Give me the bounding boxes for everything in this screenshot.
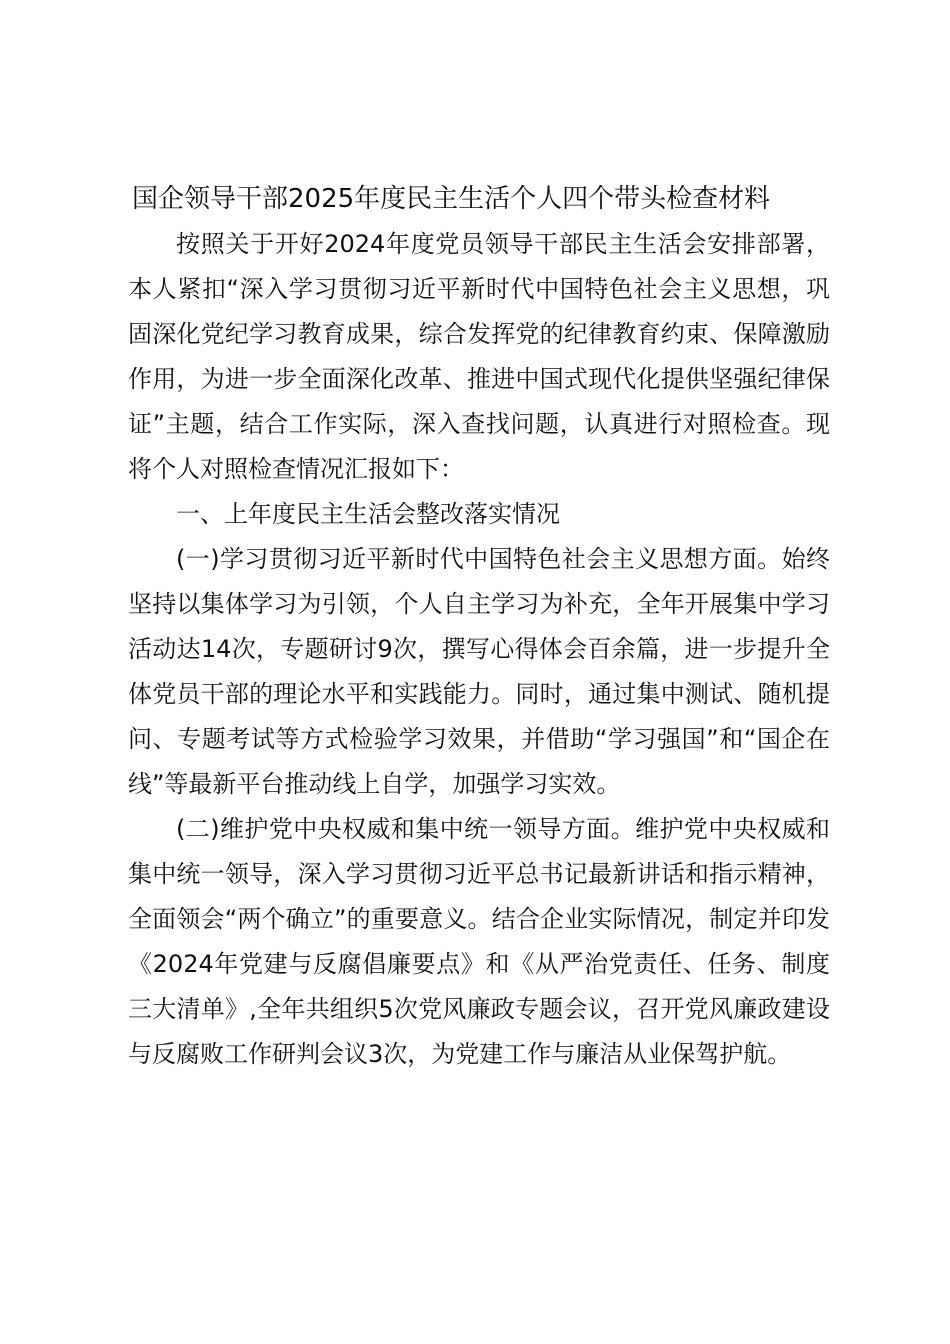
- paragraph-study: (一)学习贯彻习近平新时代中国特色社会主义思想方面。始终坚持以集体学习为引领，个人自主学习为补充，全年开展集中学习活动达14次，专题研讨9次，撰写心得体会百余篇，进一步提升全体党员干部的理论水平和实践能力。同时，通过集中测试、随机提问、专题考试等方式检验学习效果，并借助“学习强国”和“国企在线”等最新平台推动线上自学，加强学习实效。: [128, 545, 830, 798]
- section-heading: 一、上年度民主生活会整改落实情况: [176, 500, 560, 528]
- document-title: 国企领导干部2025年度民主生活个人四个带头检查材料: [132, 184, 771, 214]
- intro-paragraph: 按照关于开好2024年度党员领导干部民主生活会安排部署，本人紧扣“深入学习贯彻习近平新时代中国特色社会主义思想，巩固深化党纪学习教育成果，综合发挥党的纪律教育约束、保障激励作用，为进一步全面深化改革、推进中国式现代化提供坚强纪律保证”主题，结合工作实际，深入查找问题，认真进行对照检查。现将个人对照检查情况汇报如下：: [128, 230, 830, 483]
- document-page: [128, 176, 830, 1077]
- paragraph-authority: (二)维护党中央权威和集中统一领导方面。维护党中央权威和集中统一领导，深入学习贯彻习近平总书记最新讲话和指示精神，全面领会“两个确立”的重要意义。结合企业实际情况，制定并印发《2024年党建与反腐倡廉要点》和《从严治党责任、任务、制度三大清单》,全年共组织5次党风廉政专题会议，召开党风廉政建设与反腐败工作研判会议3次，为党建工作与廉洁从业保驾护航。: [128, 815, 830, 1068]
